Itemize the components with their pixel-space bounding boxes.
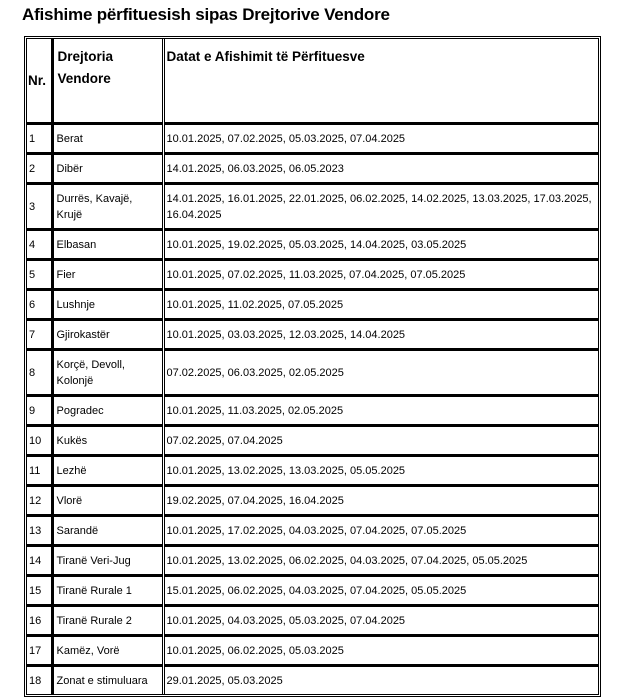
cell-directorate: Tiranë Rurale 2 (52, 606, 163, 636)
cell-dates: 10.01.2025, 17.02.2025, 04.03.2025, 07.04.2025, 07.05.2025 (163, 516, 598, 546)
cell-nr: 2 (27, 154, 52, 184)
directorates-table (27, 39, 598, 694)
cell-directorate: Gjirokastër (52, 320, 163, 350)
header-dates: Datat e Afishimit të Përfituesve (166, 49, 365, 64)
cell-directorate: Berat (52, 124, 163, 154)
cell-directorate: Tiranë Veri-Jug (52, 546, 163, 576)
header-nr: Nr. (27, 39, 52, 124)
table-row (27, 426, 598, 456)
cell-directorate: Kamëz, Vorë (52, 636, 163, 666)
table-row (27, 606, 598, 636)
cell-nr: 8 (27, 350, 52, 396)
cell-nr: 16 (27, 606, 52, 636)
cell-dates: 10.01.2025, 03.03.2025, 12.03.2025, 14.04.2025 (163, 320, 598, 350)
cell-directorate: Lushnje (52, 290, 163, 320)
document-title: Afishime përfituesish sipas Drejtorive Vendore (22, 5, 390, 24)
cell-nr: 10 (27, 426, 52, 456)
cell-directorate: Dibër (52, 154, 163, 184)
cell-directorate: Elbasan (52, 230, 163, 260)
cell-directorate: Fier (52, 260, 163, 290)
cell-dates: 07.02.2025, 06.03.2025, 02.05.2025 (163, 350, 598, 396)
cell-nr: 4 (27, 230, 52, 260)
table-row (27, 290, 598, 320)
cell-dates: 14.01.2025, 16.01.2025, 22.01.2025, 06.02.2025, 14.02.2025, 13.03.2025, 17.03.2025, 16.04.2025 (163, 184, 598, 230)
cell-directorate: Durrës, Kavajë, Krujë (52, 184, 163, 230)
cell-directorate: Pogradec (52, 396, 163, 426)
cell-dates: 10.01.2025, 06.02.2025, 05.03.2025 (163, 636, 598, 666)
header-directorate: Drejtoria Vendore (52, 39, 163, 124)
cell-dates: 10.01.2025, 04.03.2025, 05.03.2025, 07.04.2025 (163, 606, 598, 636)
cell-nr: 12 (27, 486, 52, 516)
cell-nr: 7 (27, 320, 52, 350)
table-row (27, 154, 598, 184)
directorates-table-frame (24, 36, 601, 697)
cell-dates: 14.01.2025, 06.03.2025, 06.05.2023 (163, 154, 598, 184)
cell-nr: 11 (27, 456, 52, 486)
table-row (27, 320, 598, 350)
cell-nr: 6 (27, 290, 52, 320)
table-row (27, 230, 598, 260)
cell-nr: 18 (27, 666, 52, 695)
cell-dates: 15.01.2025, 06.02.2025, 04.03.2025, 07.04.2025, 05.05.2025 (163, 576, 598, 606)
table-row (27, 184, 598, 230)
cell-dates: 10.01.2025, 07.02.2025, 11.03.2025, 07.04.2025, 07.05.2025 (163, 260, 598, 290)
table-row (27, 456, 598, 486)
table-body (27, 124, 598, 695)
cell-dates: 10.01.2025, 11.03.2025, 02.05.2025 (163, 396, 598, 426)
table-row (27, 636, 598, 666)
cell-directorate: Sarandë (52, 516, 163, 546)
cell-dates: 29.01.2025, 05.03.2025 (163, 666, 598, 695)
cell-nr: 17 (27, 636, 52, 666)
cell-nr: 3 (27, 184, 52, 230)
cell-dates: 10.01.2025, 19.02.2025, 05.03.2025, 14.04.2025, 03.05.2025 (163, 230, 598, 260)
cell-directorate: Tiranë Rurale 1 (52, 576, 163, 606)
cell-dates: 10.01.2025, 07.02.2025, 05.03.2025, 07.04.2025 (163, 124, 598, 154)
cell-directorate: Korçë, Devoll, Kolonjë (52, 350, 163, 396)
cell-nr: 5 (27, 260, 52, 290)
cell-nr: 13 (27, 516, 52, 546)
cell-dates: 10.01.2025, 11.02.2025, 07.05.2025 (163, 290, 598, 320)
cell-dates: 10.01.2025, 13.02.2025, 13.03.2025, 05.05.2025 (163, 456, 598, 486)
table-row (27, 486, 598, 516)
table-row (27, 396, 598, 426)
cell-nr: 14 (27, 546, 52, 576)
cell-dates: 19.02.2025, 07.04.2025, 16.04.2025 (163, 486, 598, 516)
table-row (27, 260, 598, 290)
cell-directorate: Lezhë (52, 456, 163, 486)
table-row (27, 124, 598, 154)
cell-directorate: Zonat e stimuluara (52, 666, 163, 695)
cell-dates: 10.01.2025, 13.02.2025, 06.02.2025, 04.03.2025, 07.04.2025, 05.05.2025 (163, 546, 598, 576)
cell-nr: 9 (27, 396, 52, 426)
table-row (27, 546, 598, 576)
table-row (27, 576, 598, 606)
cell-directorate: Kukës (52, 426, 163, 456)
table-row (27, 350, 598, 396)
cell-nr: 15 (27, 576, 52, 606)
cell-dates: 07.02.2025, 07.04.2025 (163, 426, 598, 456)
table-header-row (27, 39, 598, 124)
cell-directorate: Vlorë (52, 486, 163, 516)
table-row (27, 666, 598, 695)
cell-nr: 1 (27, 124, 52, 154)
table-row (27, 516, 598, 546)
